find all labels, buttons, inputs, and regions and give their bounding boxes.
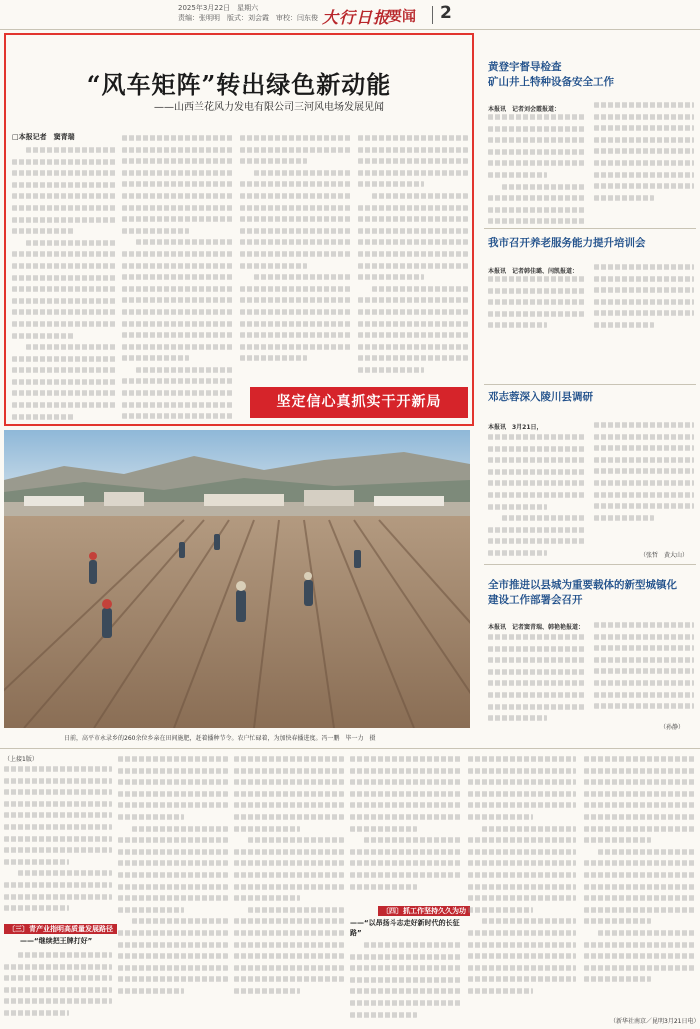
article-text-elderly-care-1 [488,274,586,334]
article-text-urbanization-2 [594,620,694,732]
article-title-lingchuan[interactable]: 邓志蓉深入陵川县调研 [488,391,593,403]
masthead-meta [178,3,318,23]
dateline-footer: （新华社南京／昆明3月21日电） [610,1018,700,1025]
article-text-elderly-care-2 [594,262,694,334]
bottom-text-column-1b [4,950,112,1026]
lead-article-subtitle: ——山西兰花风力发电有限公司三河风电场发展见闻 [154,102,384,113]
article-text-inspection-2 [594,100,694,226]
article-text-lingchuan-1 [488,432,586,562]
article-text-urbanization-1 [488,632,586,732]
bottom-text-column-4 [350,754,462,904]
continued-label: （上接1版） [4,756,38,763]
editors-line: 责编：张明明 版式：刘会霞 审校：闫东俊 [178,14,318,22]
section-tag-industry: 〔三〕青产业指明高质量发展路径 [4,924,117,934]
section-tag-work: 〔四〕抓工作坚持久久为功 [378,906,470,916]
farmland-photo-image [4,430,470,728]
article-title-inspection[interactable] [488,60,688,90]
bottom-text-column-2 [118,754,228,1026]
article-text-lingchuan-2 [594,420,694,546]
farmland-photo[interactable] [4,430,470,728]
slogan-banner: 坚定信心真抓实干开新局 [250,387,468,418]
lead-article-box[interactable] [4,33,474,426]
photo-caption: 日前，高平市永录乡的260余位乡亲在田间施肥，赶着播种节令。农户忙碌着，为加快春播进度。冯一鹏 毕一力 摄 [64,735,376,742]
article-byline-elderly-care: 本报讯 记者韩佳璐、闫凯报道： [488,268,579,275]
bottom-text-column-4b [350,940,462,1026]
newspaper-logo: 大行日报 [322,8,391,27]
article-title-urbanization[interactable] [488,578,696,608]
header-rule [0,29,700,30]
lead-article-title[interactable]: “风车矩阵”转出绿色新动能 [86,70,392,99]
lead-text-column-1 [12,145,116,421]
article-divider-1 [484,228,696,229]
bottom-text-column-3 [234,754,344,1026]
section-name: 要闻 [388,9,416,25]
article-title-inspection-line1[interactable]: 黄登宇督导检查 [488,61,562,73]
article-byline-urbanization: 本报讯 记者窦青瑞、韩艳艳报道： [488,624,585,631]
header-divider [432,6,433,24]
article-byline-lingchuan: 本报讯 3月21日， [488,424,543,431]
article-text-inspection-1 [488,112,586,226]
article-editor-lingchuan: （张哲 黄大山） [640,552,689,559]
section-subtitle-work: ——“以昂扬斗志走好新时代的长征路” [350,919,460,937]
article-title-elderly-care[interactable]: 我市召开养老服务能力提升培训会 [488,237,646,249]
bottom-text-column-6 [584,754,696,1012]
article-title-urbanization-line1[interactable]: 全市推进以县城为重要载体的新型城镇化 [488,579,677,591]
lead-text-column-4 [358,133,468,381]
masthead [0,0,700,30]
lead-text-column-3 [240,133,352,381]
bottom-text-column-1 [4,764,112,924]
bottom-divider [0,748,700,749]
article-divider-2 [484,384,696,385]
article-divider-3 [484,564,696,565]
lead-text-column-2 [122,133,234,421]
article-byline-inspection: 本报讯 记者刘会霞报道： [488,106,561,113]
issue-date: 2025年3月22日 星期六 [178,4,259,12]
bottom-text-column-5 [468,754,576,1026]
lead-article-byline: □本报记者 窦青瑞 [12,133,75,141]
article-editor-urbanization: （孙静） [660,724,685,731]
article-title-urbanization-line2[interactable]: 建设工作部署会召开 [488,594,583,606]
section-subtitle-industry: ——“继续把王牌打好” [20,937,93,945]
article-title-inspection-line2[interactable]: 矿山井上特种设备安全工作 [488,76,614,88]
page-number: 2 [440,3,452,23]
